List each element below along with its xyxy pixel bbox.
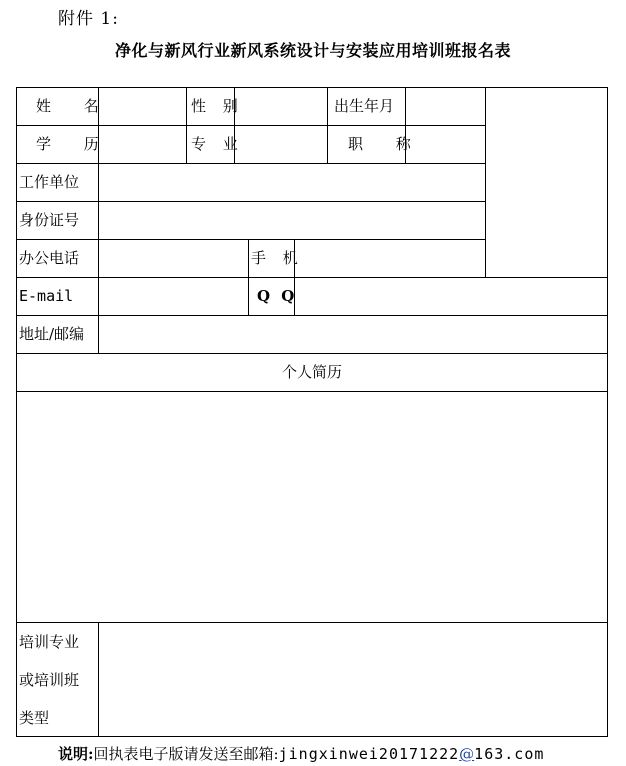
id-field[interactable] — [100, 202, 484, 240]
note-email-at[interactable]: @ — [459, 745, 475, 763]
id-label: 身份证号 — [19, 211, 80, 229]
training-type-label — [19, 623, 79, 737]
employer-field[interactable] — [100, 164, 484, 202]
submission-note — [58, 743, 544, 764]
mobile-field[interactable] — [296, 240, 484, 278]
email-field[interactable] — [100, 278, 247, 316]
address-label: 地址/邮编 — [19, 325, 85, 343]
photo-area[interactable] — [487, 88, 606, 276]
birth-label: 出生年月 — [334, 97, 395, 115]
training-label-line-2: 或培训班 — [19, 671, 80, 689]
attachment-label: 附件 1: — [58, 9, 119, 29]
note-email-domain: 163.com — [474, 745, 545, 763]
email-label: E-mail — [19, 287, 74, 305]
address-field[interactable] — [100, 316, 606, 354]
gender-field[interactable] — [236, 88, 326, 126]
birth-field[interactable] — [407, 88, 484, 126]
title-field[interactable] — [407, 126, 484, 164]
office-phone-field[interactable] — [100, 240, 247, 278]
gender-label: 性 别 — [191, 97, 244, 115]
training-type-field[interactable] — [100, 624, 606, 735]
education-label: 学 历 — [36, 135, 113, 153]
note-email-user: jingxinwei20171222 — [278, 745, 460, 763]
note-text: 回执表电子版请发送至邮箱: — [93, 745, 279, 763]
mobile-label: 手 机 — [251, 249, 304, 267]
qq-field[interactable] — [296, 278, 606, 316]
education-field[interactable] — [100, 126, 185, 164]
major-label: 专 业 — [191, 135, 244, 153]
name-field[interactable] — [100, 88, 185, 126]
note-prefix: 说明: — [58, 745, 94, 763]
major-field[interactable] — [236, 126, 326, 164]
resume-header: 个人简历 — [281, 363, 342, 381]
title-label: 职 称 — [348, 135, 425, 153]
training-label-line-1: 培训专业 — [19, 633, 80, 651]
training-label-line-3: 类型 — [19, 709, 50, 727]
office-phone-label: 办公电话 — [19, 249, 80, 267]
employer-label: 工作单位 — [19, 173, 80, 191]
name-label: 姓 名 — [36, 97, 113, 115]
resume-field[interactable] — [18, 393, 606, 621]
form-title: 净化与新风行业新风系统设计与安装应用培训班报名表 — [114, 41, 511, 60]
qq-label: Q Q — [257, 287, 298, 305]
